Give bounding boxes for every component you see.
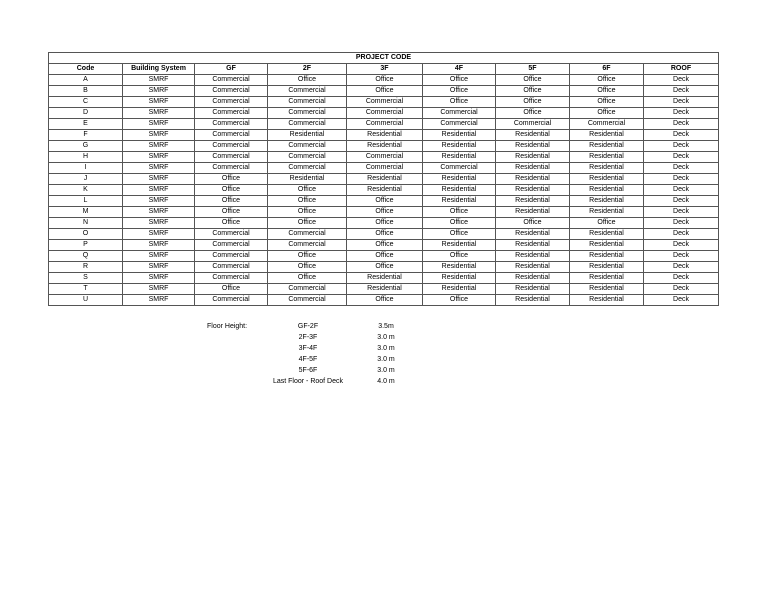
table-cell: SMRF bbox=[123, 75, 195, 86]
table-cell: Office bbox=[570, 75, 644, 86]
table-row bbox=[49, 295, 719, 306]
table-cell: Commercial bbox=[268, 295, 347, 306]
table-cell: Office bbox=[570, 218, 644, 229]
table-row bbox=[49, 86, 719, 97]
table-row bbox=[49, 284, 719, 295]
table-cell: Residential bbox=[496, 240, 570, 251]
floor-height-value: 3.5m bbox=[378, 323, 394, 330]
table-cell: Residential bbox=[496, 229, 570, 240]
column-header: 6F bbox=[570, 64, 644, 75]
table-cell: SMRF bbox=[123, 97, 195, 108]
table-row bbox=[49, 196, 719, 207]
table-row bbox=[49, 218, 719, 229]
table-cell: Office bbox=[570, 97, 644, 108]
table-cell: Commercial bbox=[195, 75, 268, 86]
table-row bbox=[49, 163, 719, 174]
table-cell: Residential bbox=[570, 152, 644, 163]
table-cell: Office bbox=[268, 196, 347, 207]
table-cell: I bbox=[49, 163, 123, 174]
table-cell: Deck bbox=[644, 284, 719, 295]
table-cell: SMRF bbox=[123, 207, 195, 218]
floor-height-range: 2F-3F bbox=[298, 334, 318, 341]
table-cell: Commercial bbox=[195, 229, 268, 240]
floor-height-value: 3.0 m bbox=[377, 345, 395, 352]
table-cell: B bbox=[49, 86, 123, 97]
table-cell: Commercial bbox=[268, 97, 347, 108]
table-cell: Q bbox=[49, 251, 123, 262]
table-row bbox=[49, 108, 719, 119]
table-cell: Residential bbox=[496, 295, 570, 306]
table-cell: Residential bbox=[570, 207, 644, 218]
table-cell: Deck bbox=[644, 141, 719, 152]
table-cell: Residential bbox=[423, 152, 496, 163]
table-cell: Commercial bbox=[195, 163, 268, 174]
table-cell: Deck bbox=[644, 119, 719, 130]
table-cell: Commercial bbox=[268, 141, 347, 152]
table-cell: Office bbox=[347, 75, 423, 86]
table-cell: Office bbox=[347, 86, 423, 97]
table-cell: Commercial bbox=[268, 229, 347, 240]
table-cell: Residential bbox=[423, 141, 496, 152]
table-cell: Commercial bbox=[268, 152, 347, 163]
table-cell: Deck bbox=[644, 130, 719, 141]
table-row bbox=[49, 229, 719, 240]
table-cell: Residential bbox=[423, 262, 496, 273]
table-cell: Commercial bbox=[195, 119, 268, 130]
table-cell: Commercial bbox=[347, 108, 423, 119]
table-row bbox=[49, 130, 719, 141]
table-cell: J bbox=[49, 174, 123, 185]
table-cell: K bbox=[49, 185, 123, 196]
table-cell: Deck bbox=[644, 185, 719, 196]
table-row bbox=[49, 152, 719, 163]
table-cell: Office bbox=[268, 185, 347, 196]
table-cell: Residential bbox=[496, 185, 570, 196]
table-cell: Office bbox=[496, 86, 570, 97]
table-cell: Residential bbox=[496, 251, 570, 262]
table-cell: Commercial bbox=[195, 240, 268, 251]
table-cell: SMRF bbox=[123, 174, 195, 185]
table-cell: Residential bbox=[496, 152, 570, 163]
table-cell: Residential bbox=[570, 185, 644, 196]
table-cell: Residential bbox=[570, 196, 644, 207]
column-header: 5F bbox=[496, 64, 570, 75]
table-cell: Residential bbox=[496, 273, 570, 284]
table-cell: SMRF bbox=[123, 218, 195, 229]
table-cell: Office bbox=[423, 229, 496, 240]
table-cell: Residential bbox=[496, 262, 570, 273]
table-cell: Residential bbox=[570, 295, 644, 306]
table-cell: Office bbox=[268, 218, 347, 229]
table-cell: Residential bbox=[347, 284, 423, 295]
table-cell: Commercial bbox=[195, 295, 268, 306]
table-cell: SMRF bbox=[123, 119, 195, 130]
column-header: GF bbox=[195, 64, 268, 75]
column-header: 4F bbox=[423, 64, 496, 75]
table-cell: Office bbox=[347, 196, 423, 207]
table-cell: Commercial bbox=[268, 108, 347, 119]
table-cell: Commercial bbox=[268, 163, 347, 174]
table-cell: Office bbox=[423, 251, 496, 262]
table-cell: Deck bbox=[644, 97, 719, 108]
table-cell: Commercial bbox=[195, 86, 268, 97]
table-row bbox=[49, 273, 719, 284]
table-cell: Office bbox=[347, 218, 423, 229]
table-cell: Office bbox=[195, 196, 268, 207]
table-cell: Office bbox=[347, 295, 423, 306]
table-cell: Office bbox=[195, 284, 268, 295]
floor-height-value: 3.0 m bbox=[377, 367, 395, 374]
table-cell: Office bbox=[268, 207, 347, 218]
table-cell: Office bbox=[195, 207, 268, 218]
table-cell: Office bbox=[195, 218, 268, 229]
table-cell: SMRF bbox=[123, 229, 195, 240]
table-cell: R bbox=[49, 262, 123, 273]
table-cell: T bbox=[49, 284, 123, 295]
table-cell: Office bbox=[347, 229, 423, 240]
table-cell: Residential bbox=[347, 185, 423, 196]
table-cell: SMRF bbox=[123, 152, 195, 163]
table-cell: Commercial bbox=[195, 108, 268, 119]
table-cell: F bbox=[49, 130, 123, 141]
table-cell: Deck bbox=[644, 108, 719, 119]
table-cell: Commercial bbox=[195, 273, 268, 284]
table-cell: Deck bbox=[644, 218, 719, 229]
floor-height-range: 4F-5F bbox=[298, 356, 318, 363]
project-code-table bbox=[48, 52, 719, 306]
column-header: ROOF bbox=[644, 64, 719, 75]
table-cell: L bbox=[49, 196, 123, 207]
table-cell: P bbox=[49, 240, 123, 251]
table-cell: Office bbox=[423, 86, 496, 97]
table-cell: Office bbox=[268, 262, 347, 273]
table-cell: Office bbox=[570, 86, 644, 97]
header-row bbox=[49, 64, 719, 75]
table-row bbox=[49, 97, 719, 108]
table-cell: Deck bbox=[644, 273, 719, 284]
table-cell: SMRF bbox=[123, 130, 195, 141]
table-cell: Deck bbox=[644, 75, 719, 86]
table-row bbox=[49, 240, 719, 251]
table-cell: Deck bbox=[644, 295, 719, 306]
floor-height-ranges bbox=[268, 321, 348, 387]
table-cell: Residential bbox=[570, 273, 644, 284]
table-row bbox=[49, 207, 719, 218]
table-cell: Residential bbox=[423, 174, 496, 185]
table-cell: Residential bbox=[423, 284, 496, 295]
table-cell: SMRF bbox=[123, 262, 195, 273]
table-cell: Residential bbox=[570, 262, 644, 273]
table-cell: Residential bbox=[347, 130, 423, 141]
table-cell: Commercial bbox=[496, 119, 570, 130]
table-cell: Office bbox=[423, 207, 496, 218]
table-cell: Residential bbox=[496, 141, 570, 152]
table-cell: Office bbox=[268, 273, 347, 284]
table-cell: Deck bbox=[644, 86, 719, 97]
table-cell: Office bbox=[423, 218, 496, 229]
table-cell: Deck bbox=[644, 262, 719, 273]
table-body bbox=[49, 75, 719, 306]
table-cell: Deck bbox=[644, 174, 719, 185]
table-cell: Office bbox=[570, 108, 644, 119]
floor-height-value: 4.0 m bbox=[377, 378, 395, 385]
table-cell: Deck bbox=[644, 229, 719, 240]
table-cell: Commercial bbox=[347, 119, 423, 130]
table-cell: Commercial bbox=[423, 119, 496, 130]
table-cell: SMRF bbox=[123, 251, 195, 262]
table-row bbox=[49, 141, 719, 152]
table-cell: Office bbox=[496, 97, 570, 108]
table-cell: Commercial bbox=[268, 240, 347, 251]
table-cell: Residential bbox=[423, 196, 496, 207]
table-cell: Deck bbox=[644, 152, 719, 163]
table-cell: Office bbox=[268, 251, 347, 262]
table-cell: M bbox=[49, 207, 123, 218]
table-cell: Office bbox=[496, 108, 570, 119]
floor-height-value: 3.0 m bbox=[377, 356, 395, 363]
table-cell: Residential bbox=[496, 284, 570, 295]
table-cell: Residential bbox=[347, 273, 423, 284]
table-cell: Residential bbox=[423, 273, 496, 284]
floor-height-range: 3F-4F bbox=[298, 345, 318, 352]
table-cell: O bbox=[49, 229, 123, 240]
table-cell: Deck bbox=[644, 240, 719, 251]
table-cell: Commercial bbox=[268, 284, 347, 295]
table-cell: Residential bbox=[570, 163, 644, 174]
table-cell: Residential bbox=[570, 130, 644, 141]
table-row bbox=[49, 251, 719, 262]
table-title: PROJECT CODE bbox=[49, 53, 719, 64]
table-cell: S bbox=[49, 273, 123, 284]
table-cell: Office bbox=[423, 97, 496, 108]
table-cell: Residential bbox=[496, 174, 570, 185]
table-cell: Residential bbox=[570, 240, 644, 251]
table-cell: Office bbox=[423, 75, 496, 86]
table-cell: Office bbox=[347, 262, 423, 273]
table-cell: Office bbox=[195, 185, 268, 196]
table-cell: Commercial bbox=[423, 108, 496, 119]
table-cell: Residential bbox=[570, 284, 644, 295]
table-cell: Commercial bbox=[268, 119, 347, 130]
table-cell: Deck bbox=[644, 163, 719, 174]
table-cell: Residential bbox=[496, 196, 570, 207]
table-cell: Commercial bbox=[195, 251, 268, 262]
table-row bbox=[49, 75, 719, 86]
table-cell: Residential bbox=[496, 163, 570, 174]
table-cell: Office bbox=[496, 75, 570, 86]
table-cell: Residential bbox=[347, 174, 423, 185]
table-cell: Commercial bbox=[347, 97, 423, 108]
table-cell: SMRF bbox=[123, 240, 195, 251]
column-header: 3F bbox=[347, 64, 423, 75]
table-cell: SMRF bbox=[123, 295, 195, 306]
floor-height-range: 5F-6F bbox=[298, 367, 318, 374]
table-cell: Office bbox=[423, 295, 496, 306]
table-cell: Commercial bbox=[347, 152, 423, 163]
floor-height-range: Last Floor - Roof Deck bbox=[272, 378, 344, 385]
table-cell: D bbox=[49, 108, 123, 119]
table-cell: Residential bbox=[423, 240, 496, 251]
table-cell: Residential bbox=[496, 130, 570, 141]
column-header: Code bbox=[49, 64, 123, 75]
table-cell: Residential bbox=[423, 185, 496, 196]
column-header: 2F bbox=[268, 64, 347, 75]
table-cell: SMRF bbox=[123, 108, 195, 119]
table-cell: Residential bbox=[570, 174, 644, 185]
table-cell: Deck bbox=[644, 196, 719, 207]
table-cell: H bbox=[49, 152, 123, 163]
table-cell: SMRF bbox=[123, 86, 195, 97]
table-cell: Residential bbox=[347, 141, 423, 152]
table-cell: N bbox=[49, 218, 123, 229]
table-cell: SMRF bbox=[123, 185, 195, 196]
table-cell: Commercial bbox=[195, 97, 268, 108]
table-cell: Residential bbox=[496, 207, 570, 218]
table-cell: Commercial bbox=[268, 86, 347, 97]
table-cell: G bbox=[49, 141, 123, 152]
table-cell: C bbox=[49, 97, 123, 108]
table-cell: Deck bbox=[644, 207, 719, 218]
table-cell: Office bbox=[347, 207, 423, 218]
floor-height-value: 3.0 m bbox=[377, 334, 395, 341]
table-row bbox=[49, 185, 719, 196]
table-cell: SMRF bbox=[123, 196, 195, 207]
table-cell: SMRF bbox=[123, 284, 195, 295]
table-cell: Office bbox=[347, 251, 423, 262]
table-cell: Commercial bbox=[423, 163, 496, 174]
table-cell: Residential bbox=[268, 130, 347, 141]
table-cell: U bbox=[49, 295, 123, 306]
table-cell: Office bbox=[195, 174, 268, 185]
table-cell: Commercial bbox=[347, 163, 423, 174]
floor-height-range: GF-2F bbox=[297, 323, 319, 330]
table-cell: Deck bbox=[644, 251, 719, 262]
table-cell: Residential bbox=[570, 141, 644, 152]
table-cell: Commercial bbox=[195, 152, 268, 163]
table-cell: Commercial bbox=[195, 130, 268, 141]
table-cell: Residential bbox=[570, 251, 644, 262]
table-row bbox=[49, 262, 719, 273]
table-cell: SMRF bbox=[123, 163, 195, 174]
table-cell: A bbox=[49, 75, 123, 86]
table-cell: SMRF bbox=[123, 141, 195, 152]
table-cell: Office bbox=[268, 75, 347, 86]
table-cell: Commercial bbox=[570, 119, 644, 130]
table-cell: Commercial bbox=[195, 262, 268, 273]
table-row bbox=[49, 119, 719, 130]
table-cell: SMRF bbox=[123, 273, 195, 284]
table-cell: Residential bbox=[423, 130, 496, 141]
table-cell: Commercial bbox=[195, 141, 268, 152]
floor-height-label: Floor Height: bbox=[207, 323, 248, 330]
table-row bbox=[49, 174, 719, 185]
table-cell: E bbox=[49, 119, 123, 130]
table-cell: Office bbox=[347, 240, 423, 251]
table-cell: Office bbox=[496, 218, 570, 229]
table-cell: Residential bbox=[570, 229, 644, 240]
floor-height-values bbox=[366, 321, 406, 387]
column-header: Building System bbox=[123, 64, 195, 75]
table-cell: Residential bbox=[268, 174, 347, 185]
